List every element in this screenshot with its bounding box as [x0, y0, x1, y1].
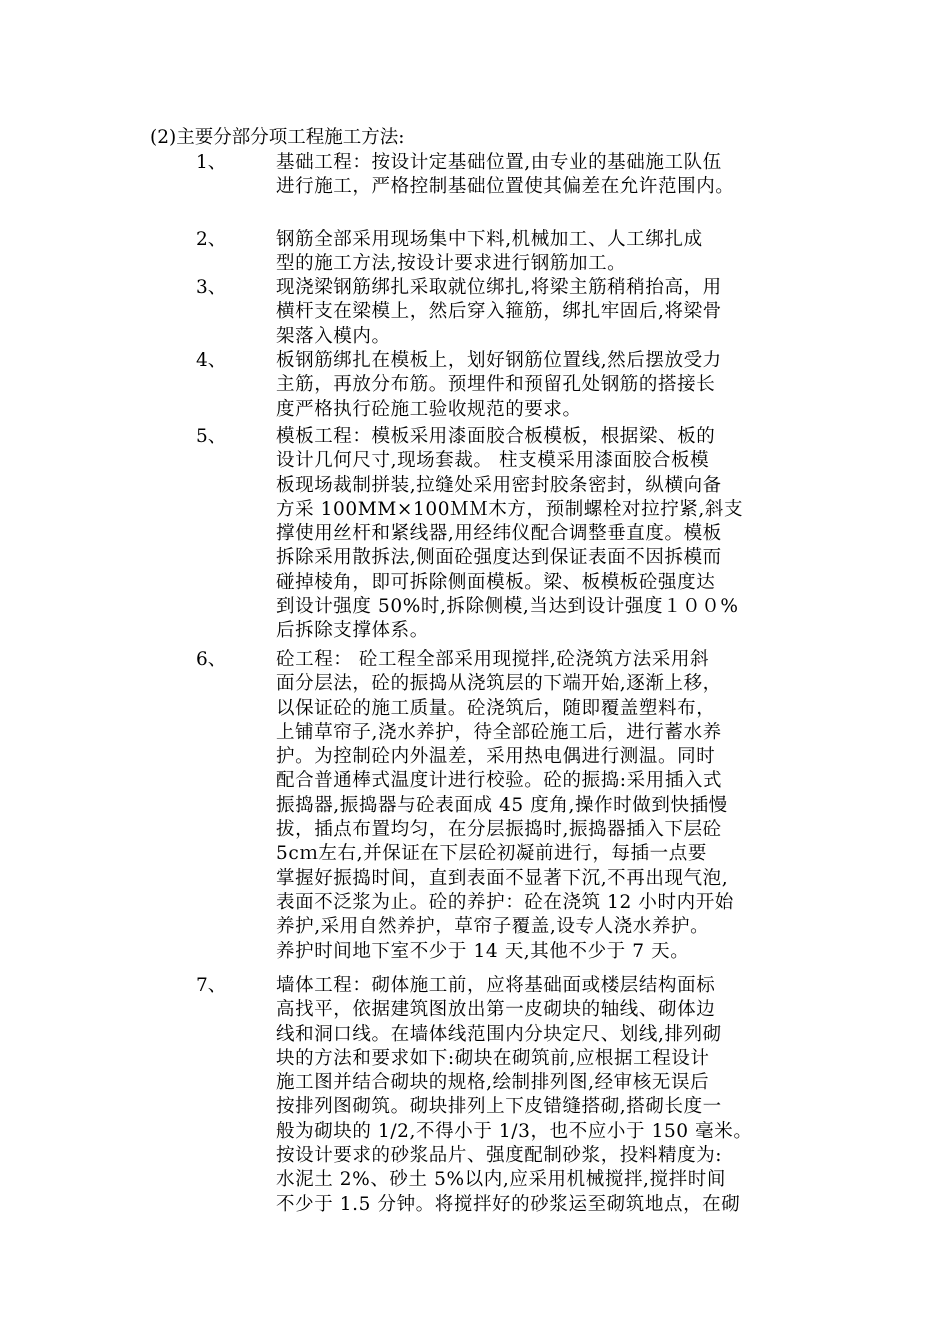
text-line: 墙体工程：砌体施工前，应将基础面或楼层结构面标 — [276, 975, 716, 996]
text-line: 表面不泛浆为止。砼的养护：砼在浇筑 12 小时内开始 — [276, 891, 734, 913]
item-text — [276, 151, 836, 200]
text-line: 后拆除支撑体系。 — [276, 620, 429, 642]
text-line: 施工图并结合砌块的规格,绘制排列图,经审核无误后 — [276, 1072, 710, 1094]
text-line: 养护,采用自然养护，草帘子覆盖,设专人浇水养护。 — [276, 916, 710, 938]
text-line: 按排列图砌筑。砌块排列上下皮错缝搭砌,搭砌长度一 — [276, 1096, 722, 1118]
text-line: 不少于 1.5 分钟。将搅拌好的砂浆运至砌筑地点，在砌 — [276, 1193, 741, 1215]
text-line: 养护时间地下室不少于 14 天,其他不少于 7 天。 — [276, 940, 690, 962]
item-text — [276, 974, 836, 1217]
item-number: 6、 — [196, 649, 227, 670]
text-line: 水泥土 2%、砂土 5%以内,应采用机械搅拌,搅拌时间 — [276, 1169, 726, 1191]
text-line: 块的方法和要求如下:砌块在砌筑前,应根据工程设计 — [276, 1047, 710, 1069]
text-line: 碰掉棱角，即可拆除侧面模板。梁、板模板砼强度达 — [276, 571, 716, 593]
text-line: 架落入模内。 — [276, 325, 391, 347]
text-line: 钢筋全部采用现场集中下料,机械加工、人工绑扎成 — [276, 229, 703, 250]
text-line: 以保证砼的施工质量。砼浇筑后，随即覆盖塑料布， — [276, 697, 716, 719]
text-line: 撑使用丝杆和紧线器,用经纬仪配合调整垂直度。模板 — [276, 523, 722, 545]
text-line: 设计几何尺寸,现场套裁。 柱支模采用漆面胶合板模 — [276, 450, 710, 472]
text-line: 按设计要求的砂浆品片、强度配制砂浆，投料精度为: — [276, 1145, 723, 1167]
item-text — [276, 228, 836, 277]
item-text — [276, 276, 836, 349]
item-text — [276, 425, 836, 644]
text-line: 面分层法，砼的振捣从浇筑层的下端开始,逐渐上移， — [276, 673, 722, 695]
text-line: 横杆支在梁模上，然后穿入箍筋，绑扎牢固后,将梁骨 — [276, 301, 722, 323]
text-line: 到设计强度 50%时,拆除侧模,当达到设计强度１００% — [276, 596, 739, 618]
text-line: 板现场裁制拼装,拉缝处采用密封胶条密封，纵横向备 — [276, 474, 722, 496]
item-number: 1、 — [196, 152, 227, 173]
text-line: 基础工程：按设计定基础位置,由专业的基础施工队伍 — [276, 152, 722, 173]
text-line: 5cｍ左右,并保证在下层砼初凝前进行，每插一点要 — [276, 843, 707, 865]
text-line: 振捣器,振捣器与砼表面成 45 度角,操作时做到快插慢 — [276, 794, 728, 816]
text-line: 主筋，再放分布筋。预埋件和预留孔处钢筋的搭接长 — [276, 374, 716, 396]
text-line: 高找平，依据建筑图放出第一皮砌块的轴线、砌体边 — [276, 999, 716, 1021]
item-text — [276, 349, 836, 422]
item-number: 4、 — [196, 350, 227, 371]
text-line: 拆除采用散拆法,侧面砼强度达到保证表面不因拆模而 — [276, 547, 722, 569]
text-line: 般为砌块的 1/2,不得小于 1/3，也不应小于 150 毫米。 — [276, 1120, 753, 1142]
text-line: 型的施工方法,按设计要求进行钢筋加工。 — [276, 253, 627, 275]
text-line: 拔，插点布置均匀，在分层振捣时,振捣器插入下层砼 — [276, 819, 722, 841]
text-line: 度严格执行砼施工验收规范的要求。 — [276, 398, 582, 420]
text-line: 砼工程： 砼工程全部采用现搅拌,砼浇筑方法采用斜 — [276, 649, 710, 670]
item-number: 3、 — [196, 277, 227, 298]
text-line: 板钢筋绑扎在模板上，划好钢筋位置线,然后摆放受力 — [276, 350, 722, 371]
text-line: 护。为控制砼内外温差，采用热电偶进行测温。同时 — [276, 746, 716, 768]
text-line: 进行施工，严格控制基础位置使其偏差在允许范围内。 — [276, 176, 735, 198]
text-line: 配合普通棒式温度计进行校验。砼的振捣:采用插入式 — [276, 770, 723, 792]
item-number: 2、 — [196, 229, 227, 250]
item-number: 5、 — [196, 426, 227, 447]
text-line: 上铺草帘子,浇水养护，待全部砼施工后，进行蓄水养 — [276, 721, 722, 743]
text-line: 模板工程：模板采用漆面胶合板模板，根据梁、板的 — [276, 426, 716, 447]
text-line: 现浇梁钢筋绑扎采取就位绑扎,将梁主筋稍稍抬高，用 — [276, 277, 722, 298]
section-heading: (2)主要分部分项工程施工方法: — [150, 127, 405, 148]
text-line: 线和洞口线。在墙体线范围内分块定尺、划线,排列砌 — [276, 1023, 722, 1045]
item-text — [276, 648, 836, 964]
text-line: 掌握好振捣时间，直到表面不显著下沉,不再出现气泡, — [276, 867, 729, 889]
text-line: 方采 100MM×100ＭＭ木方，预制螺栓对拉拧紧,斜支 — [276, 498, 744, 520]
item-number: 7、 — [196, 975, 227, 996]
